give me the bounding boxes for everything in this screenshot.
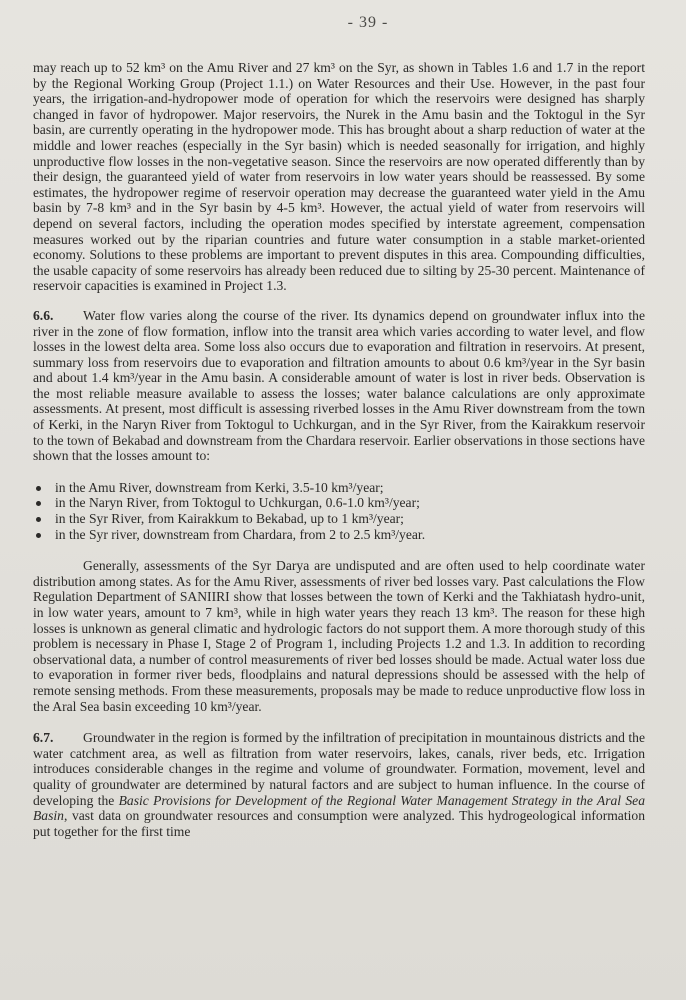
paragraph-6-7 <box>33 730 645 839</box>
paragraph-6-6-followup: Generally, assessments of the Syr Darya are undisputed and are often used to help coordinate water distribution among states. As for the Amu River, assessments of river bed losses vary. Past calculations the Flow Regulation Department of SANIIRI show that losses between the town of Kerki and the Takhiatash hydro-unit, in low water years, amount to 7 km³, while in high water years they reach 13 km³. The reason for these high losses is unknown as general climatic and hydrologic factors do not support them. A more thorough study of this problem is necessary in Phase I, Stage 2 of Program 1, including Projects 1.2 and 1.3. In addition to recording observational data, a number of control measurements of river bed losses should be made. Actual water loss due to evaporation in former river beds, floodplains and natural depressions should be assessed with the help of remote sensing methods. From these measurements, proposals may be made to reduce unproductive flow loss in the Aral Sea basin exceeding 10 km³/year. <box>33 558 646 714</box>
section-label-6-6: 6.6. <box>33 307 54 323</box>
section-6-7-doc-title: Basic Provisions for Development of the Regional Water Management Strategy in the Aral Sea Basin <box>33 792 645 824</box>
section-6-6-text: Water flow varies along the course of the river. Its dynamics depend on groundwater influx into the river in the zone of flow formation, inflow into the transit area which varies according to water level, and flow losses in the lowest delta area. Some loss also occurs due to evaporation and filtration in reservoirs. At present, summary loss from reservoirs due to evaporation and filtration amounts to about 0.6 km³/year in the Syr basin and about 1.4 km³/year in the Amu basin. A considerable amount of water is lost in river beds. Observation is the most reliable measure available to assess the losses; water balance calculations are only approximate assessments. At present, most difficult is assessing riverbed losses in the Amu River downstream from the town of Kerki, in the Naryn River from Toktogul to Uchkurgan, and in the Syr River, from the Kairakkum reservoir to the town of Bekabad and downstream from the Chardara reservoir. Earlier observations in those sections have shown that the losses amount to: <box>33 307 645 464</box>
page-content <box>33 60 645 839</box>
page-number: - 39 - <box>347 14 389 31</box>
paragraph-intro: may reach up to 52 km³ on the Amu River and 27 km³ on the Syr, as shown in Tables 1.6 and 1.7 in the report by the Regional Working Group (Project 1.1.) on Water Resources and their Use. However, in the past four years, the irrigation-and-hydropower mode of operation for which the reservoirs were designed has sharply changed in favor of hydropower. Major reservoirs, the Nurek in the Amu basin and the Toktogul in the Syr basin, are currently operating in the hydropower mode. This has brought about a sharp reduction of water at the middle and lower reaches (especially in the Syr basin) which is needed seasonally for irrigation, and highly unproductive flow losses in the non-vegetative season. Since the reservoirs are now operated differently than by their design, the guaranteed yield of water from reservoirs in low water years should be reassessed. By some estimates, the hydropower regime of reservoir operation may decrease the guaranteed water yield in the Amu basin by 7-8 km³ and in the Syr basin by 4-5 km³. However, the actual yield of water from reservoirs will depend on several factors, including the operation modes specified by interstate agreement, compensation measures worked out by the riparian countries and future water consumption in a stable market-oriented economy. Solutions to these problems are important to prevent disputes in this area. Compounding difficulties, the usable capacity of some reservoirs has already been reduced due to silting by 25-30 percent. Maintenance of reservoir capacities is examined in Project 1.3. <box>33 60 645 294</box>
list-item: in the Amu River, downstream from Kerki, 3.5-10 km³/year; <box>33 480 645 496</box>
paragraph-6-6 <box>33 308 645 464</box>
list-item: in the Naryn River, from Toktogul to Uchkurgan, 0.6-1.0 km³/year; <box>33 495 645 511</box>
list-item: in the Syr river, downstream from Chardara, from 2 to 2.5 km³/year. <box>33 527 645 543</box>
list-item: in the Syr River, from Kairakkum to Bekabad, up to 1 km³/year; <box>33 511 645 527</box>
loss-bullet-list <box>33 480 645 542</box>
section-6-7-text-b: , vast data on groundwater resources and consumption were analyzed. This hydrogeological information put together for the first time <box>33 808 645 839</box>
section-label-6-7: 6.7. <box>33 730 54 746</box>
section-6-7-text-a: Groundwater in the region is formed by the infiltration of precipitation in mountainous districts and the water catchment area, as well as filtration from water reservoirs, lakes, canals, river beds, etc. Irrigation introduces considerable changes in the regime and volume of groundwater. Formation, movement, level and quality of groundwater are determined by natural factors and are subject to human influence. In the course of developing the <box>33 730 645 808</box>
